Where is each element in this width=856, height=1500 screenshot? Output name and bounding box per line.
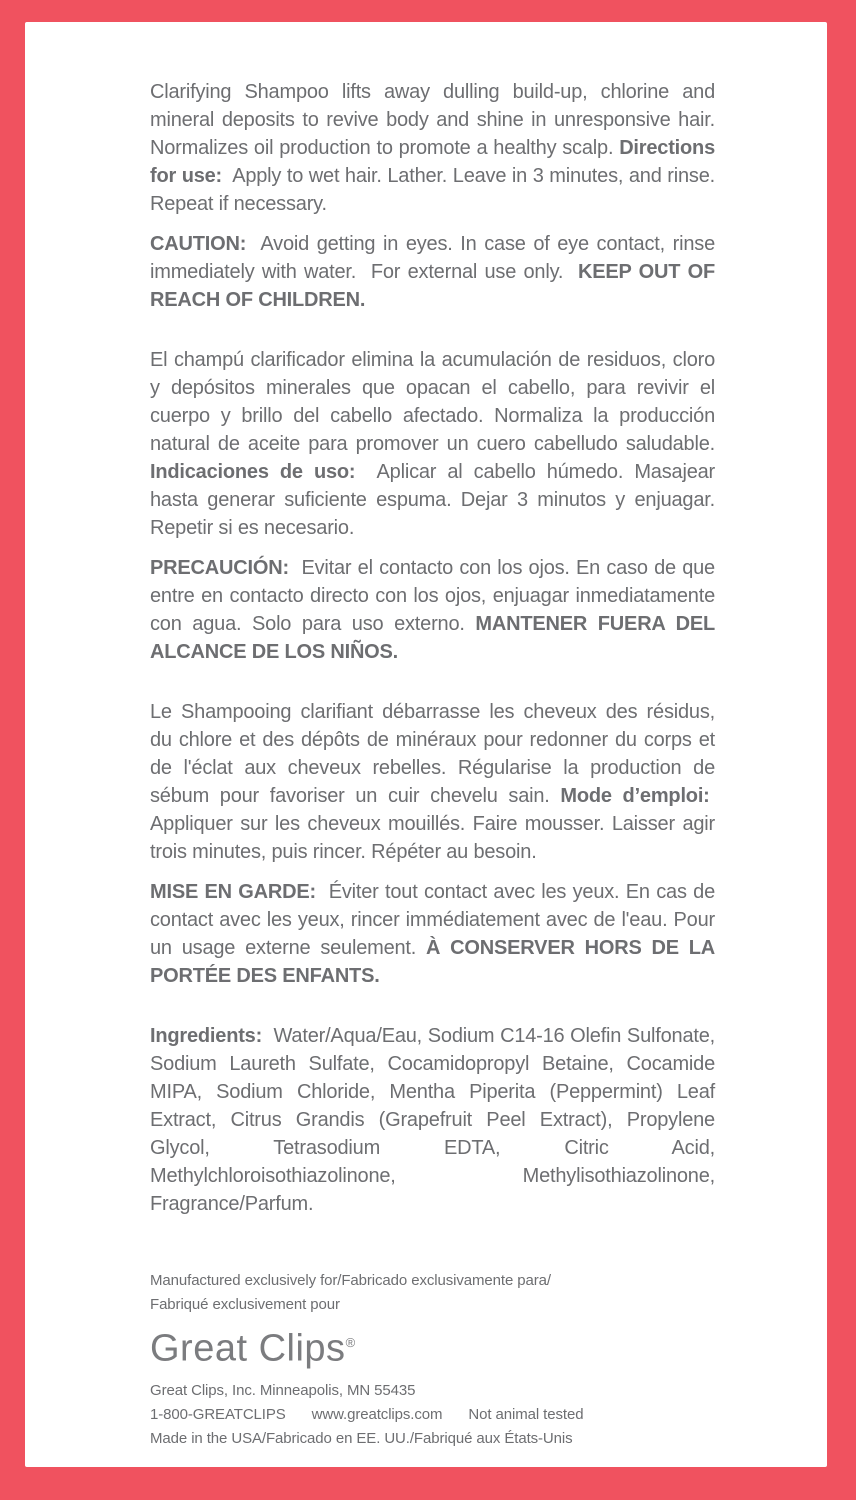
bold-text-segment: CAUTION: — [150, 233, 247, 255]
paragraph-spanish-description — [150, 346, 715, 542]
product-label — [25, 22, 827, 1467]
brand-name: Great Clips — [150, 1328, 346, 1370]
registered-trademark-icon: ® — [345, 1335, 356, 1351]
great-clips-logo — [150, 1321, 727, 1371]
text-segment: Éviter tout contact avec les yeux. En cas de contact avec les yeux, rincer immédiatement avec de l'eau. Pour un usage externe seulement. — [150, 881, 715, 959]
not-animal-tested-text: Not animal tested — [468, 1406, 584, 1423]
manufactured-for-line-1: Manufactured exclusively for/Fabricado exclusivamente para/ — [150, 1272, 551, 1290]
paragraph-ingredients — [150, 1022, 715, 1218]
footer — [150, 1269, 727, 1451]
text-segment: Avoid getting in eyes. In case of eye contact, rinse immediately with water. For external use only. — [150, 233, 715, 283]
text-segment: Evitar el contacto con los ojos. En caso de que entre en contacto directo con los ojos, enjuagar inmediatamente con agua. Solo para uso externo. — [150, 557, 715, 635]
bold-text-segment: MISE EN GARDE: — [150, 881, 316, 903]
address-line: Great Clips, Inc. Minneapolis, MN 55435 — [150, 1382, 416, 1399]
text-segment: Clarifying Shampoo lifts away dulling build-up, chlorine and mineral deposits to revive body and shine in unresponsive hair. Normalizes oil production to promote a healthy scalp. — [150, 81, 715, 159]
paragraph-french-caution — [150, 878, 715, 990]
bold-text-segment: Mode d’emploi: — [560, 785, 710, 807]
text-segment: Water/Aqua/Eau, Sodium C14-16 Olefin Sulfonate, Sodium Laureth Sulfate, Cocamidopropyl Betaine, Cocamide MIPA, Sodium Chloride, Mentha Piperita (Peppermint) Leaf Extract, Citrus Grandis (Grapefruit Peel Extract), Propylene Glycol, Tetrasodium EDTA, Citric Acid, Methylchloroisothiazolinone, Methylisothiazolinone, Fragrance/Parfum. — [150, 1025, 715, 1215]
paragraph-english-description — [150, 78, 715, 218]
text-segment: Appliquer sur les cheveux mouillés. Faire mousser. Laisser agir trois minutes, puis rincer. Répéter au besoin. — [150, 785, 715, 863]
contact-line — [150, 1403, 727, 1427]
label-text-content — [25, 22, 827, 1218]
text-segment: Le Shampooing clarifiant débarrasse les cheveux des résidus, du chlore et des dépôts de minéraux pour redonner du corps et de l'éclat aux cheveux rebelles. Régularise la production de sébum pour favoriser un cuir chevelu sain. — [150, 701, 715, 807]
text-segment: Apply to wet hair. Lather. Leave in 3 minutes, and rinse. Repeat if necessary. — [150, 165, 715, 215]
website-url: www.greatclips.com — [311, 1406, 443, 1423]
bold-text-segment: MANTENER FUERA DEL ALCANCE DE LOS NIÑOS. — [150, 613, 715, 663]
manufactured-for-line-2: Fabriqué exclusivement pour — [150, 1296, 340, 1314]
bold-text-segment: À CONSERVER HORS DE LA PORTÉE DES ENFANTS. — [150, 937, 716, 987]
bold-text-segment: KEEP OUT OF REACH OF CHILDREN. — [150, 261, 715, 311]
bold-text-segment: Directions for use: — [150, 137, 715, 187]
text-segment: El champú clarificador elimina la acumulación de residuos, cloro y depósitos minerales que opacan el cabello, para revivir el cuerpo y brillo del cabello afectado. Normaliza la producción natural de aceite para promover un cuero cabelludo saludable. — [150, 349, 715, 455]
bold-text-segment: Ingredients: — [150, 1025, 263, 1047]
bold-text-segment: PRECAUCIÓN: — [150, 557, 289, 579]
paragraph-spanish-caution — [150, 554, 715, 666]
made-in-line: Made in the USA/Fabricado en EE. UU./Fabriqué aux États-Unis — [150, 1430, 573, 1447]
paragraph-french-description — [150, 698, 715, 866]
bold-text-segment: Indicaciones de uso: — [150, 461, 356, 483]
phone-number: 1-800-GREATCLIPS — [150, 1406, 286, 1423]
paragraph-english-caution — [150, 230, 715, 314]
text-segment: Aplicar al cabello húmedo. Masajear hasta generar suficiente espuma. Dejar 3 minutos y enjuagar. Repetir si es necesario. — [150, 461, 715, 539]
